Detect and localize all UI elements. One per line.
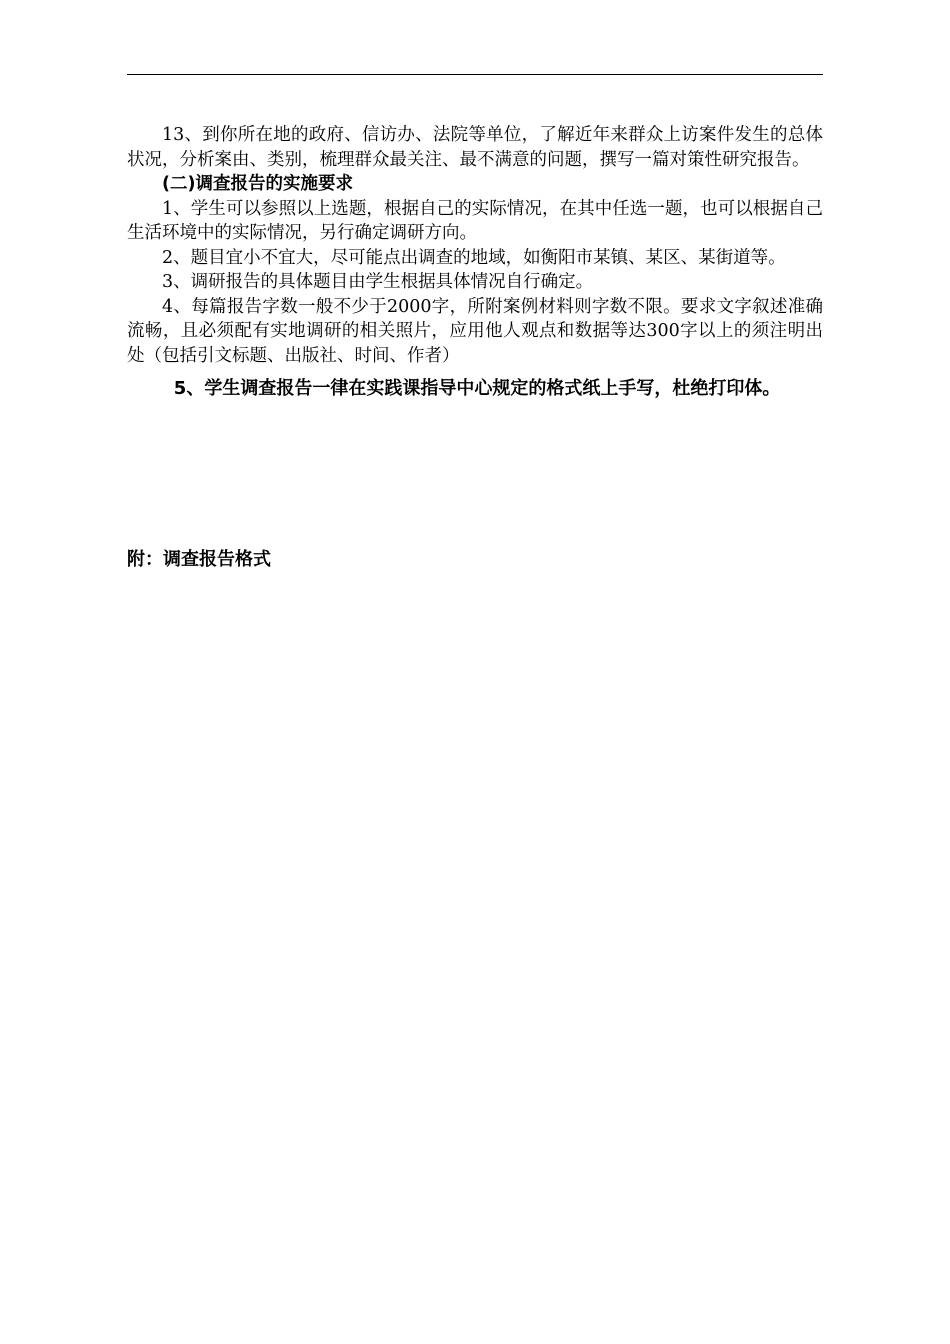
attachment-heading: 附：调查报告格式 xyxy=(127,549,271,570)
requirement-1: 1、学生可以参照以上选题，根据自己的实际情况，在其中任选一题，也可以根据自己生活环境中的实际情况，另行确定调研方向。 xyxy=(127,198,823,243)
document-body xyxy=(127,123,823,410)
requirement-2: 2、题目宜小不宜大，尽可能点出调查的地域，如衡阳市某镇、某区、某街道等。 xyxy=(162,247,786,268)
requirement-3: 3、调研报告的具体题目由学生根据具体情况自行确定。 xyxy=(162,272,594,292)
requirement-4: 4、每篇报告字数一般不少于2000字，所附案例材料则字数不限。要求文字叙述准确流畅，且必须配有实地调研的相关照片，应用他人观点和数据等达300字以上的须注明出处（包括引文标题、出版社、时间、作者） xyxy=(127,296,823,366)
section-heading: (二)调查报告的实施要求 xyxy=(162,174,353,194)
header-rule xyxy=(127,74,823,75)
item-13-paragraph: 13、到你所在地的政府、信访办、法院等单位，了解近年来群众上访案件发生的总体状况，分析案由、类别，梳理群众最关注、最不满意的问题，撰写一篇对策性研究报告。 xyxy=(127,125,823,170)
requirement-5: 5、学生调查报告一律在实践课指导中心规定的格式纸上手写，杜绝打印体。 xyxy=(173,378,781,399)
